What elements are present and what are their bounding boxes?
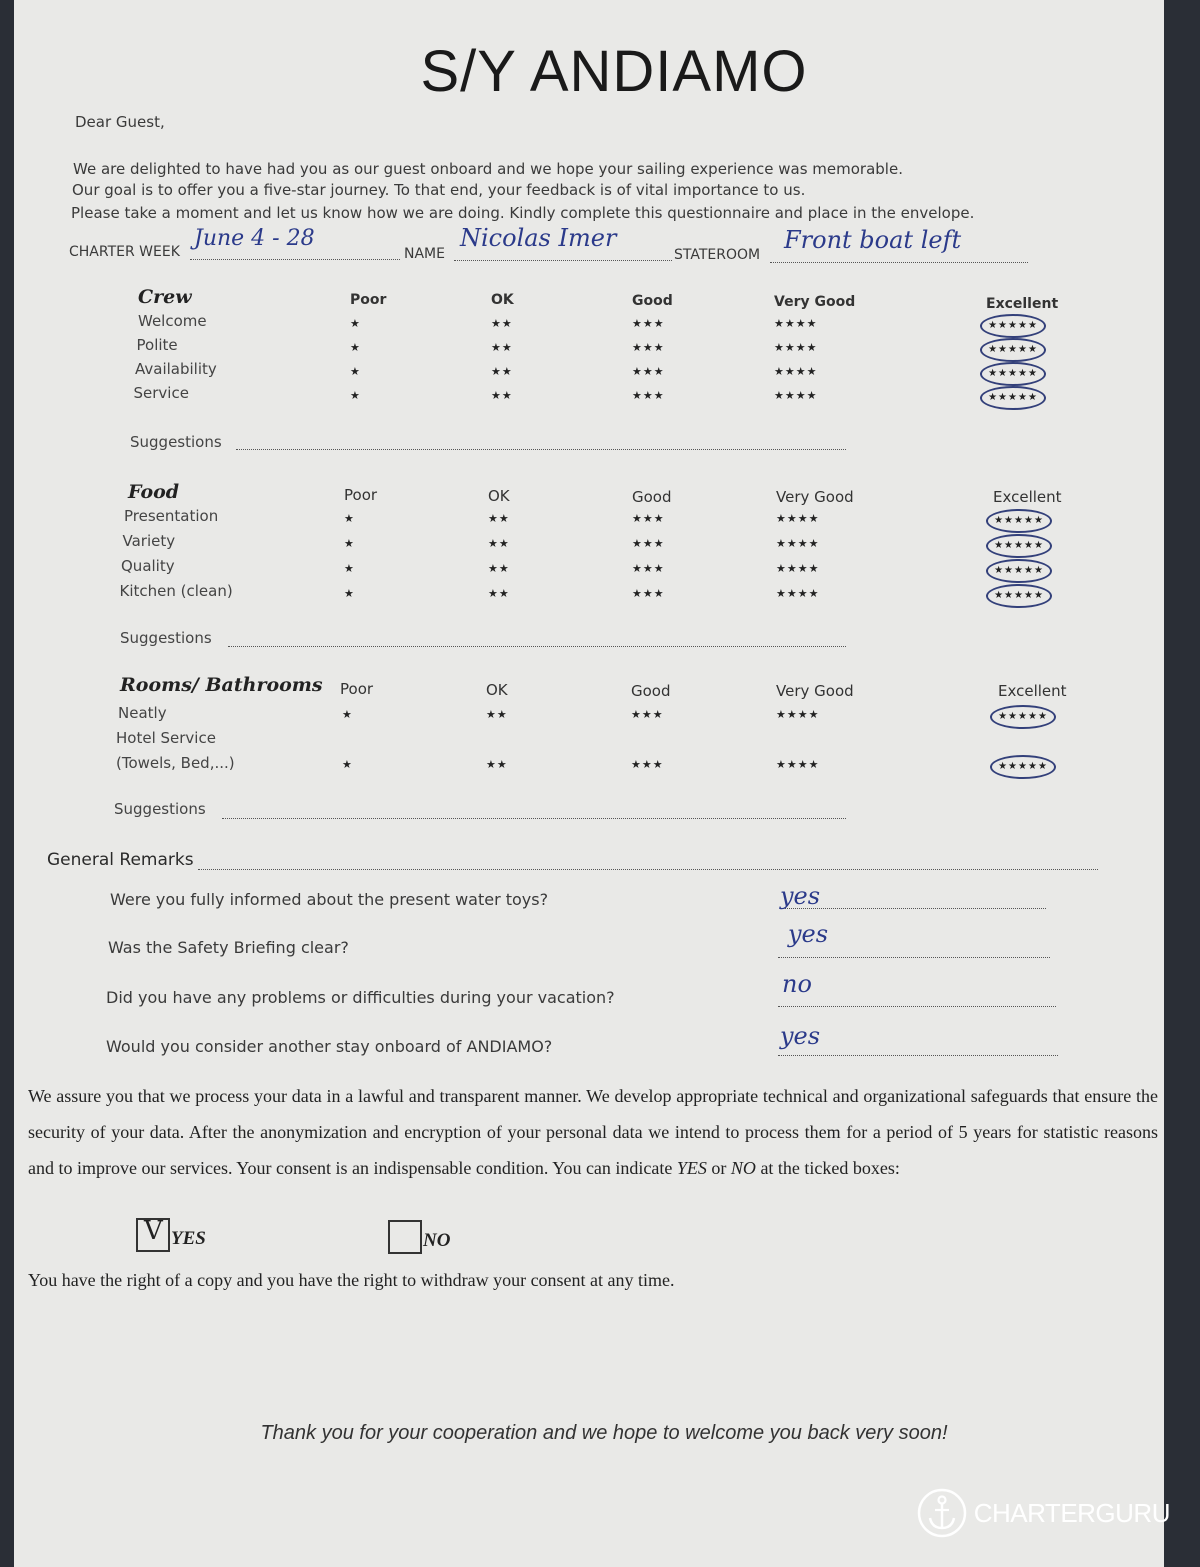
crew-item: Service: [133, 384, 189, 402]
feedback-form-sheet: [14, 0, 1164, 1567]
page-title: S/Y ANDIAMO: [420, 39, 808, 104]
food-col-poor: Poor: [344, 486, 378, 504]
rooms-col-good: Good: [631, 682, 671, 700]
crew-col-excellent: Excellent: [986, 296, 1059, 312]
food-rating-excellent-circled[interactable]: ★★★★★: [986, 584, 1052, 608]
rooms-rating-2[interactable]: ★★★: [631, 708, 664, 721]
food-rating-1[interactable]: ★★: [488, 562, 510, 575]
data-consent-text: We assure you that we process your data in a lawful and transparent manner. We develop appropriate technical and organizational safeguards that ensure the security of your data. After the anonymization and encryption of your personal data we intend to process them for a period of 5 years for statistic reasons and to improve our services. Your consent is an indispensable condition. You can indicate YES or NO at the ticked boxes:: [28, 1086, 1158, 1178]
rooms-rating-3[interactable]: ★★★★: [776, 758, 820, 771]
food-rating-excellent-circled[interactable]: ★★★★★: [986, 559, 1052, 583]
consent-yes-checkbox[interactable]: [136, 1218, 170, 1252]
crew-rating-excellent-circled[interactable]: ★★★★★: [980, 314, 1046, 338]
rooms-heading: Rooms/ Bathrooms: [120, 674, 323, 696]
crew-rating-1[interactable]: ★★: [491, 317, 513, 330]
rooms-rating-2[interactable]: ★★★: [631, 758, 664, 771]
crew-suggestions-label: Suggestions: [130, 433, 222, 451]
food-rating-0[interactable]: ★: [344, 512, 355, 525]
food-rating-2[interactable]: ★★★: [632, 587, 665, 600]
food-col-excellent: Excellent: [993, 488, 1062, 506]
intro-line-1: We are delighted to have had you as our guest onboard and we hope your sailing experience was memorable.: [73, 160, 903, 178]
greeting: Dear Guest,: [75, 113, 165, 131]
food-rating-2[interactable]: ★★★: [632, 512, 665, 525]
crew-rating-3[interactable]: ★★★★: [774, 317, 818, 330]
food-rating-1[interactable]: ★★: [488, 512, 510, 525]
rooms-rating-0[interactable]: ★: [342, 708, 353, 721]
consent-yes-inline: YES: [676, 1158, 707, 1178]
consent-no-checkbox[interactable]: [388, 1220, 422, 1254]
crew-suggestions-line[interactable]: [236, 449, 846, 450]
answer-3[interactable]: no: [782, 970, 812, 998]
rooms-col-poor: Poor: [340, 680, 374, 698]
rooms-col-ok: OK: [486, 681, 508, 699]
crew-item: Availability: [135, 360, 217, 378]
food-rating-1[interactable]: ★★: [488, 587, 510, 600]
crew-rating-0[interactable]: ★: [350, 341, 361, 354]
food-item: Variety: [122, 532, 176, 550]
crew-rating-3[interactable]: ★★★★: [774, 365, 818, 378]
intro-line-2: Our goal is to offer you a five-star journey. To that end, your feedback is of vital importance to us.: [72, 181, 806, 199]
yes-check-mark: V: [144, 1216, 163, 1246]
question-1: Were you fully informed about the present water toys?: [110, 890, 549, 909]
crew-rating-3[interactable]: ★★★★: [774, 341, 818, 354]
rooms-suggestions-label: Suggestions: [114, 800, 206, 818]
food-rating-2[interactable]: ★★★: [632, 537, 665, 550]
consent-yes-label: YES: [171, 1228, 206, 1249]
food-item: Quality: [121, 557, 175, 575]
watermark-text: CHARTERGURU: [973, 1497, 1170, 1528]
question-2: Was the Safety Briefing clear?: [108, 938, 349, 957]
food-rating-0[interactable]: ★: [344, 587, 355, 600]
crew-rating-0[interactable]: ★: [350, 317, 361, 330]
general-remarks-line[interactable]: [198, 869, 1098, 870]
rights-text: You have the right of a copy and you have the right to withdraw your consent at any time.: [28, 1270, 675, 1290]
food-item: Presentation: [124, 507, 219, 525]
food-rating-0[interactable]: ★: [344, 562, 355, 575]
rooms-col-very-good: Very Good: [776, 682, 854, 700]
consent-no-label: NO: [423, 1230, 451, 1251]
food-col-good: Good: [632, 488, 672, 506]
answer-1[interactable]: yes: [780, 882, 821, 910]
stateroom-field[interactable]: Front boat left: [784, 226, 962, 254]
crew-rating-2[interactable]: ★★★: [632, 317, 665, 330]
crew-rating-1[interactable]: ★★: [491, 365, 513, 378]
charterguru-watermark: [916, 1487, 1170, 1539]
food-rating-3[interactable]: ★★★★: [776, 587, 820, 600]
crew-rating-1[interactable]: ★★: [491, 389, 513, 402]
crew-rating-excellent-circled[interactable]: ★★★★★: [980, 386, 1046, 410]
general-remarks-label: General Remarks: [47, 850, 194, 870]
thank-you-message: Thank you for your cooperation and we hope to welcome you back very soon!: [260, 1422, 948, 1444]
food-col-ok: OK: [488, 487, 510, 505]
food-rating-0[interactable]: ★: [344, 537, 355, 550]
crew-item: Polite: [136, 336, 178, 354]
consent-no-inline: NO: [730, 1158, 756, 1178]
charter-week-label: CHARTER WEEK: [69, 244, 180, 260]
crew-rating-1[interactable]: ★★: [491, 341, 513, 354]
question-3: Did you have any problems or difficulties during your vacation?: [106, 988, 615, 1007]
rooms-item-hotel-service: Hotel Service: [116, 729, 216, 747]
crew-col-good: Good: [632, 293, 673, 309]
food-suggestions-line[interactable]: [228, 646, 846, 647]
rooms-col-excellent: Excellent: [998, 682, 1067, 700]
rooms-rating-0[interactable]: ★: [342, 758, 353, 771]
rooms-rating-1[interactable]: ★★: [486, 758, 508, 771]
name-label: NAME: [404, 246, 445, 262]
crew-col-poor: Poor: [350, 292, 387, 308]
crew-rating-0[interactable]: ★: [350, 365, 361, 378]
crew-col-ok: OK: [491, 292, 514, 308]
anchor-icon: [916, 1487, 968, 1539]
rooms-rating-excellent-circled[interactable]: ★★★★★: [990, 705, 1056, 729]
crew-rating-excellent-circled[interactable]: ★★★★★: [980, 362, 1046, 386]
food-item: Kitchen (clean): [119, 582, 233, 600]
charter-week-field[interactable]: June 4 - 28: [194, 226, 315, 251]
rooms-item-neatly: Neatly: [118, 704, 167, 722]
rooms-rating-1[interactable]: ★★: [486, 708, 508, 721]
answer-2[interactable]: yes: [788, 920, 829, 948]
rooms-item-towels-bed: (Towels, Bed,...): [116, 754, 235, 772]
food-rating-1[interactable]: ★★: [488, 537, 510, 550]
stateroom-label: STATEROOM: [674, 247, 761, 263]
crew-rating-0[interactable]: ★: [350, 389, 361, 402]
food-rating-3[interactable]: ★★★★: [776, 512, 820, 525]
crew-rating-3[interactable]: ★★★★: [774, 389, 818, 402]
food-heading: Food: [128, 481, 180, 503]
question-4: Would you consider another stay onboard of ANDIAMO?: [106, 1037, 553, 1056]
crew-rating-2[interactable]: ★★★: [632, 389, 665, 402]
intro-line-3: Please take a moment and let us know how we are doing. Kindly complete this questionnaire and place in the envelope.: [71, 204, 975, 222]
food-rating-2[interactable]: ★★★: [632, 562, 665, 575]
food-rating-3[interactable]: ★★★★: [776, 562, 820, 575]
food-rating-3[interactable]: ★★★★: [776, 537, 820, 550]
crew-rating-excellent-circled[interactable]: ★★★★★: [980, 338, 1046, 362]
crew-item: Welcome: [138, 312, 207, 330]
crew-rating-2[interactable]: ★★★: [632, 365, 665, 378]
food-col-very-good: Very Good: [776, 488, 854, 506]
food-rating-excellent-circled[interactable]: ★★★★★: [986, 534, 1052, 558]
rooms-rating-excellent-circled[interactable]: ★★★★★: [990, 755, 1056, 779]
crew-heading: Crew: [138, 286, 192, 308]
crew-rating-2[interactable]: ★★★: [632, 341, 665, 354]
food-suggestions-label: Suggestions: [120, 629, 212, 647]
food-rating-excellent-circled[interactable]: ★★★★★: [986, 509, 1052, 533]
crew-col-very-good: Very Good: [774, 294, 856, 310]
name-field[interactable]: Nicolas Imer: [460, 224, 617, 252]
rooms-rating-3[interactable]: ★★★★: [776, 708, 820, 721]
answer-4[interactable]: yes: [780, 1022, 821, 1050]
rooms-suggestions-line[interactable]: [222, 818, 846, 819]
